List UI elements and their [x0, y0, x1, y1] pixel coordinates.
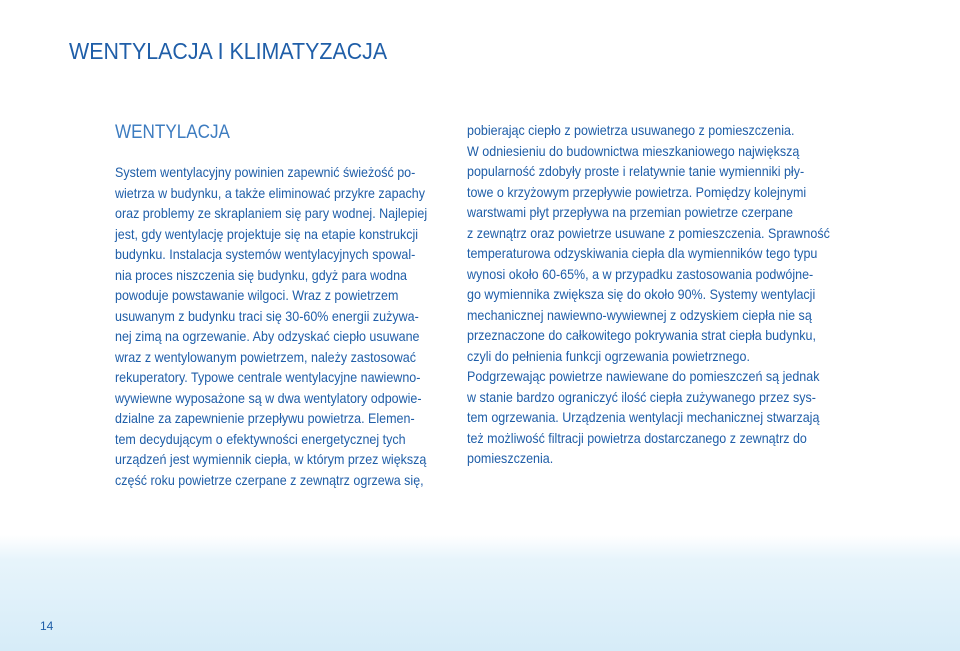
- text-line: też możliwość filtracji powietrza dostarczanego z zewnątrz do: [467, 430, 807, 446]
- text-line: popularność zdobyły proste i relatywnie tanie wymienniki pły-: [467, 164, 805, 179]
- text-line: czyli do pełnienia funkcji ogrzewania powietrznego.: [467, 348, 750, 364]
- text-line: wywiewne wyposażone są w dwa wentylatory odpowie-: [115, 390, 422, 406]
- text-line: usuwanym z budynku traci się 30-60% energii zużywa-: [115, 308, 419, 324]
- text-line: go wymiennika zwiększa się do około 90%. Systemy wentylacji: [467, 287, 816, 302]
- text-line: Podgrzewając powietrze nawiewane do pomieszczeń są jednak: [467, 369, 820, 384]
- text-line: wraz z wentylowanym powietrzem, należy zastosować: [115, 349, 416, 365]
- text-line: oraz problemy ze skraplaniem się pary wodnej. Najlepiej: [115, 206, 428, 221]
- text-line: W odniesieniu do budownictwa mieszkaniowego największą: [467, 143, 800, 159]
- text-line: nia proces niszczenia się budynku, gdyż para wodna: [115, 267, 407, 283]
- text-line: z zewnątrz oraz powietrze usuwane z pomieszczenia. Sprawność: [467, 225, 830, 241]
- text-line: tem decydującym o efektywności energetycznej tych: [115, 431, 406, 447]
- text-line: budynku. Instalacja systemów wentylacyjnych spowal-: [115, 247, 416, 262]
- section-heading: WENTYLACJA: [115, 122, 230, 143]
- page-title: WENTYLACJA I KLIMATYZACJA: [69, 38, 388, 64]
- text-line: pobierając ciepło z powietrza usuwanego z pomieszczenia.: [467, 123, 795, 138]
- text-line: nej zimą na ogrzewanie. Aby odzyskać ciepło usuwane: [115, 329, 420, 344]
- text-line: wietrza w budynku, a także eliminować przykre zapachy: [115, 185, 426, 201]
- text-line: rekuperatory. Typowe centrale wentylacyjne nawiewno-: [115, 370, 421, 385]
- text-column-right: [467, 121, 847, 470]
- page-number: 14: [40, 619, 54, 633]
- text-line: wynosi około 60-65%, a w przypadku zastosowania podwójne-: [467, 266, 814, 282]
- text-line: powoduje powstawanie wilgoci. Wraz z powietrzem: [115, 288, 399, 303]
- text-line: warstwami płyt przepływa na przemian powietrze czerpane: [467, 205, 793, 220]
- text-line: urządzeń jest wymiennik ciepła, w którym przez większą: [115, 452, 427, 467]
- text-line: pomieszczenia.: [467, 451, 554, 466]
- text-line: mechanicznej nawiewno-wywiewnej z odzyskiem ciepła nie są: [467, 307, 812, 323]
- text-line: przeznaczone do całkowitego pokrywania strat ciepła budynku,: [467, 328, 816, 343]
- text-line: w stanie bardzo ograniczyć ilość ciepła zużywanego przez sys-: [467, 389, 816, 405]
- text-line: część roku powietrze czerpane z zewnątrz ogrzewa się,: [115, 472, 424, 488]
- text-column-left: [115, 163, 460, 491]
- text-line: tem ogrzewania. Urządzenia wentylacji mechanicznej stwarzają: [467, 410, 820, 425]
- text-line: temperaturowa odzyskiwania ciepła dla wymienników tego typu: [467, 246, 818, 261]
- text-line: towe o krzyżowym przepływie powietrza. Pomiędzy kolejnymi: [467, 184, 807, 200]
- text-line: jest, gdy wentylację projektuje się na etapie konstrukcji: [115, 226, 419, 242]
- text-line: dzialne za zapewnienie przepływu powietrza. Elemen-: [115, 411, 415, 426]
- text-line: System wentylacyjny powinien zapewnić świeżość po-: [115, 165, 416, 180]
